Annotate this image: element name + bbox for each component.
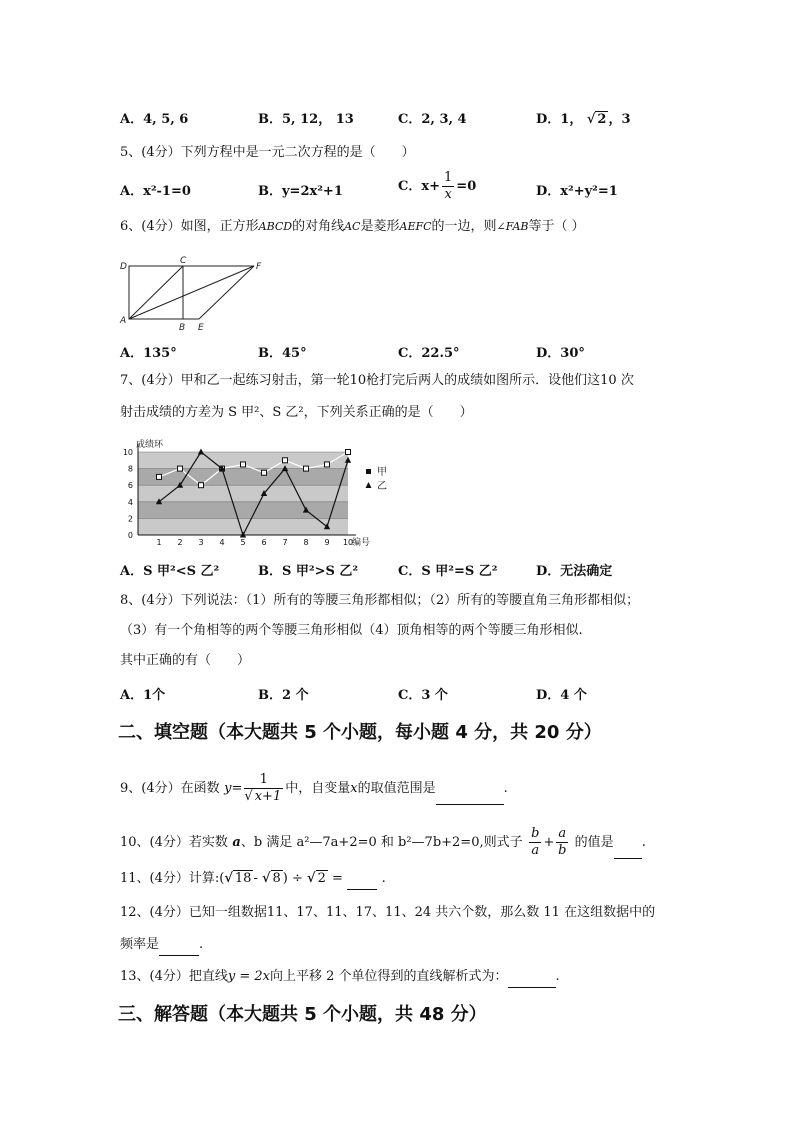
y-tick-label: 10 <box>122 448 133 457</box>
x-tick-label: 10 <box>342 538 354 547</box>
label-a: A <box>120 316 127 326</box>
q4-option-b[interactable]: B．5, 12， 13 <box>258 112 354 127</box>
q5-option-b[interactable]: B．y=2x²+1 <box>258 184 343 199</box>
side-fe <box>199 266 254 319</box>
legend-label-2: 乙 <box>377 481 387 492</box>
y-tick-label: 6 <box>127 481 133 491</box>
diagonal-ac <box>129 266 183 319</box>
legend-marker-2 <box>366 482 372 488</box>
fraction: $\frac{1}{x}$ <box>444 170 453 202</box>
q7-options <box>0 560 794 582</box>
plot-band <box>138 502 348 519</box>
y-tick-label: 2 <box>127 514 133 524</box>
q8-option-b[interactable]: B．2 个 <box>258 688 309 703</box>
x-axis-label: 编号 <box>352 538 371 548</box>
q11: 11、(4分）计算:(√ 18 - √ 8 ) ÷ √ 2 = . <box>120 868 386 890</box>
q7-stem-line1: 7、(4分）甲和乙一起练习射击，第一轮10枪打完后两人的成绩如图所示．设他们这10 次 <box>120 373 634 388</box>
q7-stem-line2: 射击成绩的方差为 S 甲²、S 乙²，下列关系正确的是（ ） <box>120 405 473 420</box>
q6-options <box>0 342 794 364</box>
q5-options <box>0 170 794 202</box>
q4-option-c[interactable]: C．2, 3, 4 <box>398 112 467 127</box>
label-d: D <box>120 262 127 272</box>
answer-blank[interactable] <box>347 889 377 890</box>
label-f: F <box>256 262 262 272</box>
label-e: E <box>198 323 204 333</box>
fraction: $\frac{1}{√ x+1}$ <box>244 772 282 804</box>
q6-option-a[interactable]: A．135° <box>120 346 177 361</box>
section-3-heading: 三、解答题（本大题共 5 个小题，共 48 分） <box>118 1004 487 1025</box>
q7-option-b[interactable]: B．S 甲²>S 乙² <box>258 564 359 579</box>
data-point-2 <box>198 449 204 455</box>
answer-blank[interactable] <box>436 804 504 805</box>
answer-blank[interactable] <box>508 987 556 988</box>
q5-option-c[interactable]: C．x+ $\frac{1}{x}$ =0 <box>398 170 477 202</box>
x-tick-label: 9 <box>324 538 330 547</box>
q7-score-chart <box>116 438 396 550</box>
q6-option-c[interactable]: C．22.5° <box>398 346 460 361</box>
q6-option-d[interactable]: D．30° <box>536 346 585 361</box>
x-tick-label: 7 <box>282 538 288 547</box>
q7-option-d[interactable]: D．无法确定 <box>536 564 613 579</box>
plot-band <box>138 469 348 486</box>
q4-option-a[interactable]: A．4, 5, 6 <box>120 112 189 127</box>
data-point-1 <box>304 466 309 471</box>
y-axis-label: 成绩环 <box>136 440 164 450</box>
legend-label-1: 甲 <box>377 467 387 478</box>
x-tick-label: 5 <box>240 538 246 547</box>
answer-blank[interactable] <box>159 955 199 956</box>
x-tick-label: 1 <box>156 538 162 547</box>
data-point-1 <box>325 462 330 467</box>
q7-option-a[interactable]: A．S 甲²<S 乙² <box>120 564 220 579</box>
data-point-1 <box>241 462 246 467</box>
q5-option-a[interactable]: A．x²-1=0 <box>120 184 191 199</box>
q8-option-c[interactable]: C．3 个 <box>398 688 448 703</box>
x-tick-label: 8 <box>303 538 309 547</box>
q12-line1: 12、(4分）已知一组数据11、17、11、17、11、24 共六个数，那么数 11 在这组数据中的 <box>120 905 656 920</box>
y-tick-label: 0 <box>127 531 133 540</box>
q6-geometry-figure <box>112 256 272 334</box>
legend-marker-1 <box>366 469 371 474</box>
data-point-1 <box>199 483 204 488</box>
q10: 10、(4分）若实数 a、b 满足 a²—7a+2=0 和 b²—7b+2=0,则式子 $\frac{b}{a}$ + $\frac{a}{b}$ 的值是 . <box>120 826 646 858</box>
label-c: C <box>180 256 187 266</box>
data-point-1 <box>283 458 288 463</box>
data-point-1 <box>346 450 351 455</box>
q13: 13、(4分）把直线y = 2x向上平移 2 个单位得到的直线解析式为： . <box>120 966 560 988</box>
label-b: B <box>179 323 186 333</box>
q6-option-b[interactable]: B．45° <box>258 346 307 361</box>
section-2-heading: 二、填空题（本大题共 5 个小题，每小题 4 分，共 20 分） <box>118 722 602 743</box>
data-point-1 <box>178 466 183 471</box>
q8-option-a[interactable]: A．1个 <box>120 688 166 703</box>
fraction: $\frac{b}{a}$ <box>531 826 540 858</box>
y-tick-label: 8 <box>127 464 133 474</box>
q8-option-d[interactable]: D．4 个 <box>536 688 587 703</box>
diagonal-af <box>129 266 254 319</box>
x-tick-label: 3 <box>198 538 204 547</box>
q8-options <box>0 684 794 706</box>
data-point-1 <box>262 470 267 475</box>
q8-stem-line3: 其中正确的有（ ） <box>120 653 251 668</box>
x-tick-label: 2 <box>177 538 183 547</box>
q7-option-c[interactable]: C．S 甲²=S 乙² <box>398 564 498 579</box>
q5-option-d[interactable]: D．x²+y²=1 <box>536 184 618 199</box>
q8-stem-line1: 8、(4分）下列说法：（1）所有的等腰三角形都相似；（2）所有的等腰直角三角形都相似； <box>120 593 640 608</box>
answer-blank[interactable] <box>614 858 642 859</box>
fraction: $\frac{a}{b}$ <box>558 826 567 858</box>
data-point-1 <box>157 474 162 479</box>
q5-stem: 5、(4分）下列方程中是一元二次方程的是（ ） <box>120 145 415 160</box>
y-tick-label: 4 <box>127 497 133 507</box>
q6-stem: 6、(4分）如图，正方形ABCD的对角线AC是菱形AEFC的一边，则∠FAB等于（ ） <box>120 219 585 234</box>
q4-options <box>0 108 794 130</box>
x-tick-label: 4 <box>219 538 225 547</box>
x-tick-label: 6 <box>261 538 267 547</box>
q8-stem-line2: （3）有一个角相等的两个等腰三角形相似（4）顶角相等的两个等腰三角形相似. <box>120 623 583 638</box>
q9: 9、(4分）在函数 y= $\frac{1}{√ x+1}$ 中，自变量x的取值范围是 . <box>120 772 508 804</box>
q12-line2: 频率是 . <box>120 934 203 956</box>
q4-option-d[interactable]: D．1， √ 2 ，3 <box>536 112 631 127</box>
